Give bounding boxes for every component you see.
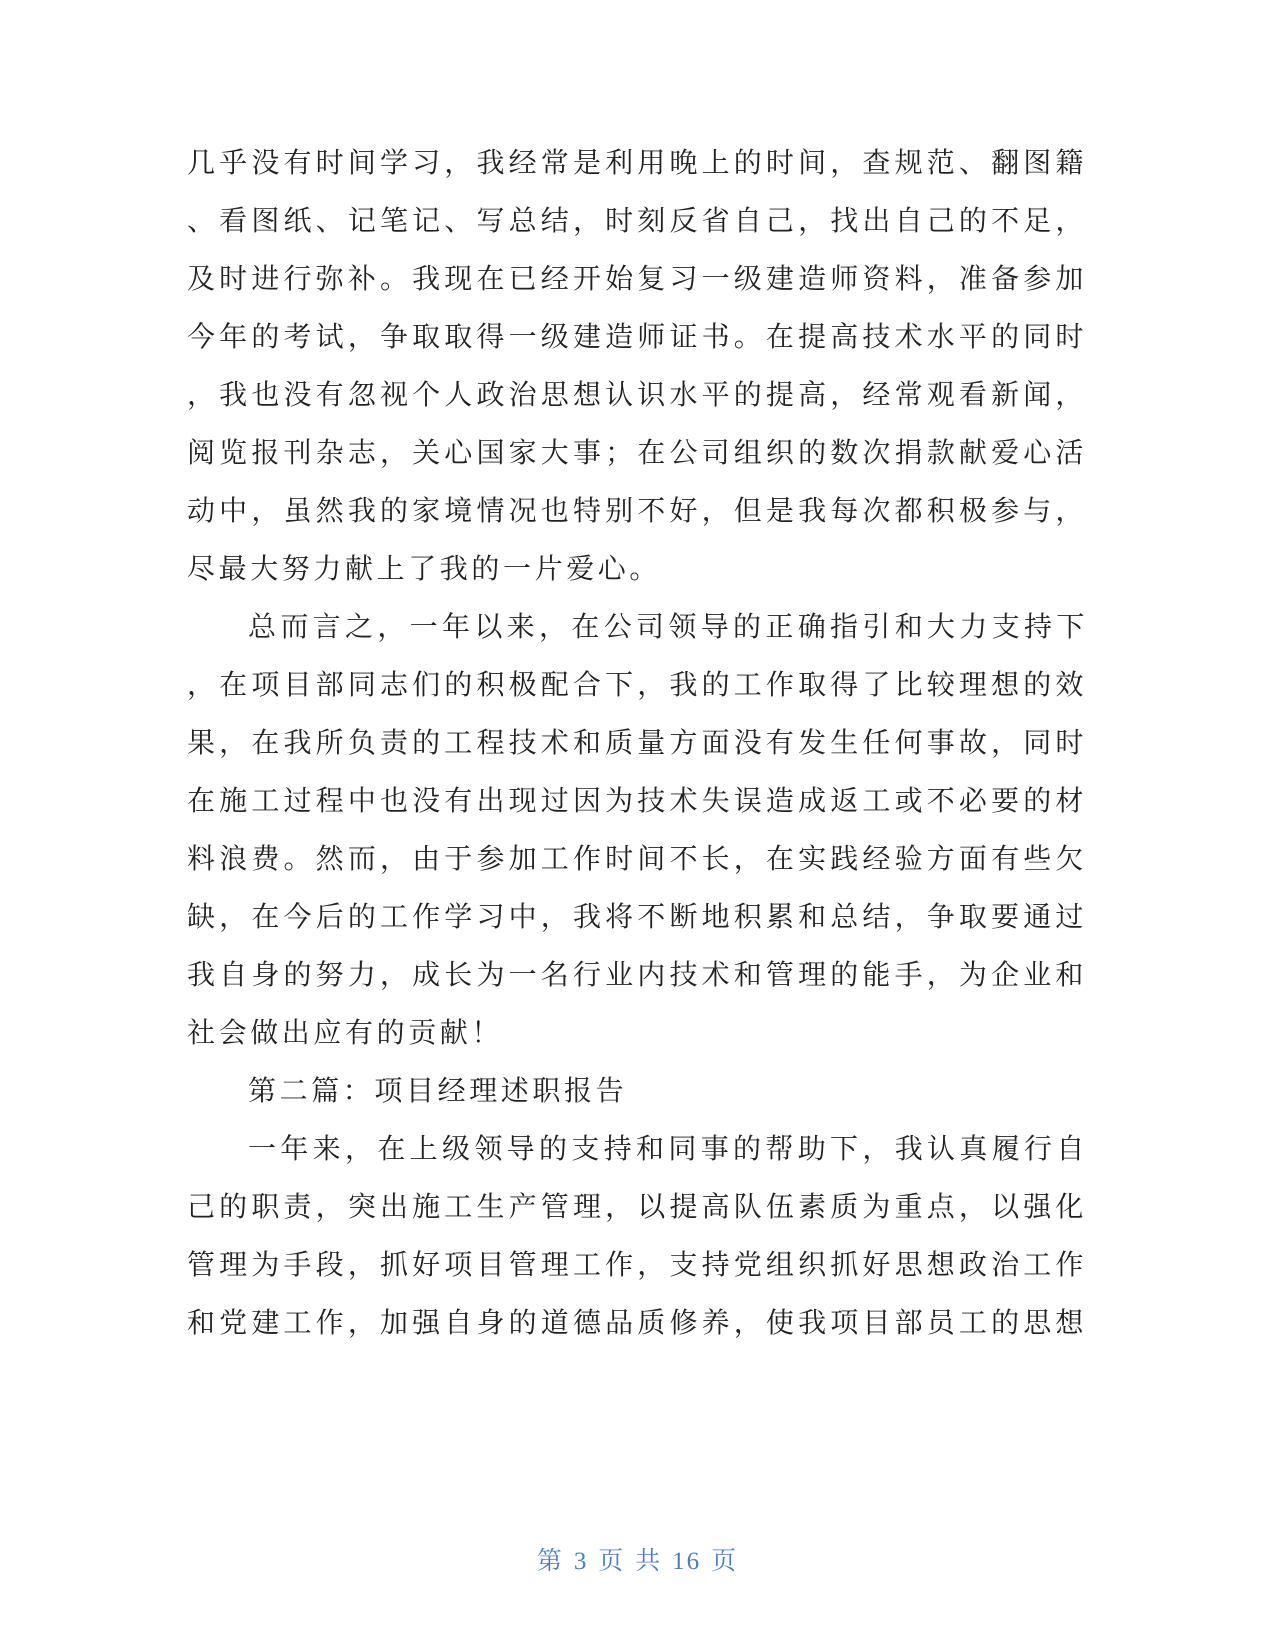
body-line: 尽最大努力献上了我的一片爱心。: [187, 552, 662, 585]
body-line: 及时进行弥补。我现在已经开始复习一级建造师资料，准备参加: [187, 262, 1087, 295]
body-line: 在施工过程中也没有出现过因为技术失误造成返工或不必要的材: [187, 784, 1087, 817]
footer-prefix: 第: [536, 1546, 564, 1575]
total-page-count: 16: [672, 1548, 702, 1575]
footer-suffix: 页: [711, 1546, 739, 1575]
page-footer: [0, 1545, 1275, 1578]
body-line: 动中，虽然我的家境情况也特别不好，但是我每次都积极参与，: [187, 494, 1087, 527]
body-line: 阅览报刊杂志，关心国家大事；在公司组织的数次捐款献爱心活: [187, 436, 1087, 469]
paragraph-first-line: 总而言之，一年以来，在公司领导的正确指引和大力支持下: [248, 610, 1088, 643]
body-line: ，我也没有忽视个人政治思想认识水平的提高，经常观看新闻，: [187, 378, 1087, 411]
current-page-number: 3: [573, 1548, 589, 1575]
paragraph-first-line: 一年来，在上级领导的支持和同事的帮助下，我认真履行自: [248, 1132, 1088, 1165]
body-line: ，在项目部同志们的积极配合下，我的工作取得了比较理想的效: [187, 668, 1087, 701]
body-line: 我自身的努力，成长为一名行业内技术和管理的能手，为企业和: [187, 958, 1087, 991]
body-line: 料浪费。然而，由于参加工作时间不长，在实践经验方面有些欠: [187, 842, 1087, 875]
body-line: 己的职责，突出施工生产管理，以提高队伍素质为重点，以强化: [187, 1190, 1087, 1223]
body-line: 果，在我所负责的工程技术和质量方面没有发生任何事故，同时: [187, 726, 1087, 759]
body-line: 几乎没有时间学习，我经常是利用晚上的时间，查规范、翻图籍: [187, 146, 1087, 179]
body-line: 今年的考试，争取取得一级建造师证书。在提高技术水平的同时: [187, 320, 1087, 353]
body-line: 缺，在今后的工作学习中，我将不断地积累和总结，争取要通过: [187, 900, 1087, 933]
section-heading: 第二篇：项目经理述职报告: [248, 1074, 628, 1107]
footer-middle: 页 共: [598, 1546, 663, 1575]
body-line: 、看图纸、记笔记、写总结，时刻反省自己，找出自己的不足，: [187, 204, 1087, 237]
body-line: 和党建工作，加强自身的道德品质修养，使我项目部员工的思想: [187, 1306, 1087, 1339]
body-line: 社会做出应有的贡献！: [187, 1016, 504, 1049]
body-line: 管理为手段，抓好项目管理工作，支持党组织抓好思想政治工作: [187, 1248, 1087, 1281]
